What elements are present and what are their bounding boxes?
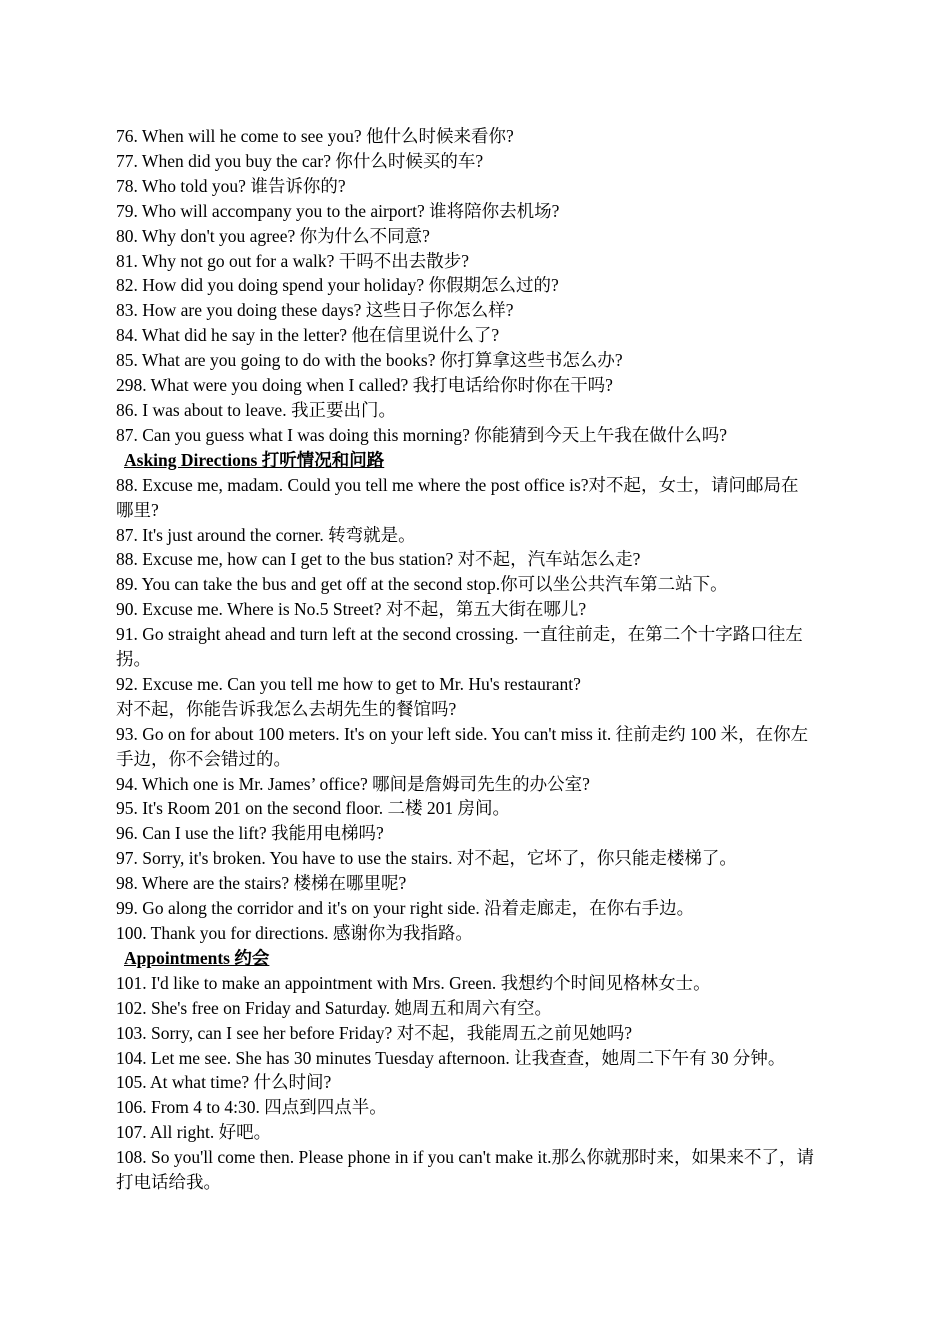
text-line: 96. Can I use the lift? 我能用电梯吗? [116, 823, 384, 844]
text-line: 97. Sorry, it's broken. You have to use the stairs. 对不起，它坏了，你只能走楼梯了。 [116, 848, 737, 869]
text-line: 78. Who told you? 谁告诉你的? [116, 175, 346, 196]
section-questions [116, 124, 814, 448]
section-appointments [116, 971, 814, 1195]
text-line: 103. Sorry, can I see her before Friday? 对不起，我能周五之前见她吗? [116, 1022, 632, 1043]
text-line: 79. Who will accompany you to the airport? 谁将陪你去机场? [116, 200, 560, 221]
text-line: 88. Excuse me, madam. Could you tell me where the post office is?对不起，女士，请问邮局在哪里? [116, 474, 799, 520]
text-line: 89. You can take the bus and get off at the second stop.你可以坐公共汽车第二站下。 [116, 574, 728, 595]
text-line: 95. It's Room 201 on the second floor. 二楼 201 房间。 [116, 798, 510, 819]
text-line: 108. So you'll come then. Please phone in if you can't make it.那么你就那时来，如果来不了，请打电话给我。 [116, 1147, 814, 1193]
text-line: 77. When did you buy the car? 你什么时候买的车? [116, 150, 484, 171]
text-line: 83. How are you doing these days? 这些日子你怎么样? [116, 300, 514, 321]
text-line: 99. Go along the corridor and it's on your right side. 沿着走廊走，在你右手边。 [116, 898, 695, 919]
text-line: 105. At what time? 什么时间? [116, 1072, 332, 1093]
text-line: 298. What were you doing when I called? 我打电话给你时你在干吗? [116, 375, 613, 396]
text-line: 80. Why don't you agree? 你为什么不同意? [116, 225, 430, 246]
text-line: 92. Excuse me. Can you tell me how to get to Mr. Hu's restaurant? [116, 673, 581, 694]
text-line: 84. What did he say in the letter? 他在信里说什么了? [116, 325, 500, 346]
text-line: 81. Why not go out for a walk? 干吗不出去散步? [116, 250, 470, 271]
text-line: 106. From 4 to 4:30. 四点到四点半。 [116, 1097, 387, 1118]
text-line: 101. I'd like to make an appointment with Mrs. Green. 我想约个时间见格林女士。 [116, 972, 711, 993]
text-line: 94. Which one is Mr. James’ office? 哪间是詹姆司先生的办公室? [116, 773, 590, 794]
text-line: 102. She's free on Friday and Saturday. 她周五和周六有空。 [116, 997, 553, 1018]
text-line: 85. What are you going to do with the books? 你打算拿这些书怎么办? [116, 350, 623, 371]
text-line: 90. Excuse me. Where is No.5 Street? 对不起，第五大街在哪儿? [116, 599, 587, 620]
text-line: 82. How did you doing spend your holiday? 你假期怎么过的? [116, 275, 559, 296]
text-line: 104. Let me see. She has 30 minutes Tuesday afternoon. 让我查查，她周二下午有 30 分钟。 [116, 1047, 786, 1068]
text-line: 100. Thank you for directions. 感谢你为我指路。 [116, 923, 473, 943]
text-line: 76. When will he come to see you? 他什么时候来看你? [116, 126, 514, 146]
text-line: 88. Excuse me, how can I get to the bus station? 对不起，汽车站怎么走? [116, 549, 641, 570]
section-heading-appointments: Appointments 约会 [124, 947, 270, 968]
text-line: 87. Can you guess what I was doing this morning? 你能猜到今天上午我在做什么吗? [116, 424, 727, 445]
text-line: 98. Where are the stairs? 楼梯在哪里呢? [116, 873, 407, 894]
text-line: 87. It's just around the corner. 转弯就是。 [116, 524, 416, 545]
section-heading-asking-directions: Asking Directions 打听情况和问路 [124, 449, 385, 470]
text-line: 对不起，你能告诉我怎么去胡先生的餐馆吗? [116, 698, 457, 719]
text-line: 86. I was about to leave. 我正要出门。 [116, 399, 396, 420]
text-line: 93. Go on for about 100 meters. It's on your left side. You can't miss it. 往前走约 100 米，在你左手边，你不会错过的。 [116, 723, 809, 769]
text-line: 107. All right. 好吧。 [116, 1122, 272, 1143]
text-line: 91. Go straight ahead and turn left at the second crossing. 一直往前走，在第二个十字路口往左拐。 [116, 624, 803, 670]
section-asking-directions [116, 473, 814, 946]
document-content [116, 124, 814, 1195]
